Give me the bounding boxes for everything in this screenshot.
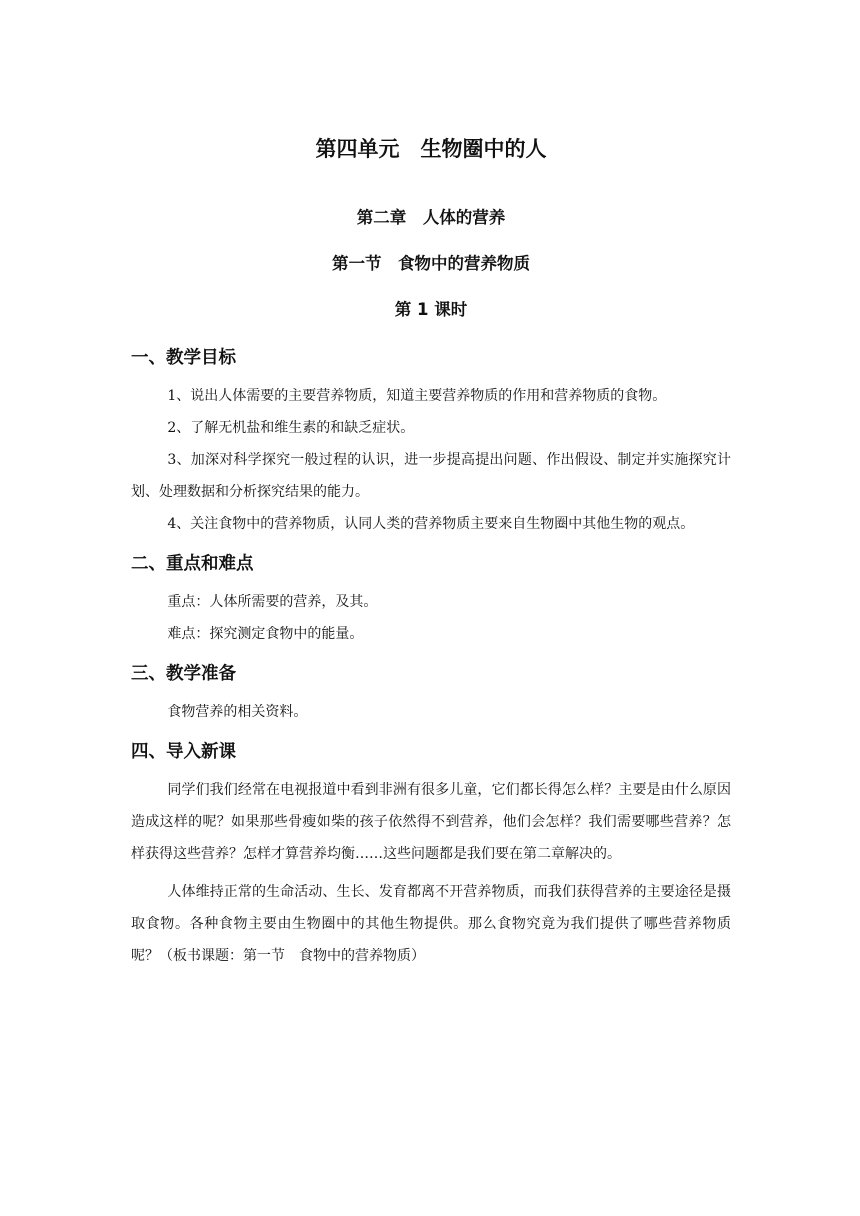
unit-title: 第四单元 生物圈中的人: [315, 137, 547, 161]
paragraph: 4、关注食物中的营养物质，认同人类的营养物质主要来自生物圈中其他生物的观点。: [167, 516, 695, 532]
section-title: 第一节 食物中的营养物质: [332, 254, 530, 273]
paragraph: 食物营养的相关资料。: [167, 704, 308, 720]
section-lesson-introduction: [131, 738, 731, 972]
document-content: [131, 134, 731, 982]
section-teaching-preparation: [131, 660, 731, 728]
paragraph: 同学们我们经常在电视报道中看到非洲有很多儿童，它们都长得怎么样？主要是由什么原因造成这样的呢？如果那些骨瘦如柴的孩子依然得不到营养，他们会怎样？我们需要哪些营养？怎样获得这些营养？怎样才算营养均衡……这些问题都是我们要在第二章解决的。: [131, 782, 731, 862]
paragraph: 3、加深对科学探究一般过程的认识，进一步提高提出问题、作出假设、制定并实施探究计划、处理数据和分析探究结果的能力。: [131, 452, 731, 500]
section-heading: 四、导入新课: [131, 742, 236, 762]
lesson-title: 第 1 课时: [394, 300, 468, 319]
section-key-and-difficult-points: [131, 550, 731, 650]
paragraph: 1、说出人体需要的主要营养物质，知道主要营养物质的作用和营养物质的食物。: [167, 388, 667, 404]
section-heading: 二、重点和难点: [131, 554, 254, 574]
chapter-title: 第二章 人体的营养: [356, 208, 506, 227]
section-heading: 一、教学目标: [131, 348, 236, 368]
section-heading: 三、教学准备: [131, 664, 236, 684]
paragraph: 人体维持正常的生命活动、生长、发育都离不开营养物质，而我们获得营养的主要途径是摄取食物。各种食物主要由生物圈中的其他生物提供。那么食物究竟为我们提供了哪些营养物质呢？（板书课题：第一节 食物中的营养物质）: [131, 884, 731, 964]
section-teaching-objectives: [131, 344, 731, 540]
paragraph: 重点：人体所需要的营养，及其。: [167, 594, 378, 610]
paragraph: 2、了解无机盐和维生素的和缺乏症状。: [167, 420, 415, 436]
paragraph: 难点：探究测定食物中的能量。: [167, 626, 364, 642]
